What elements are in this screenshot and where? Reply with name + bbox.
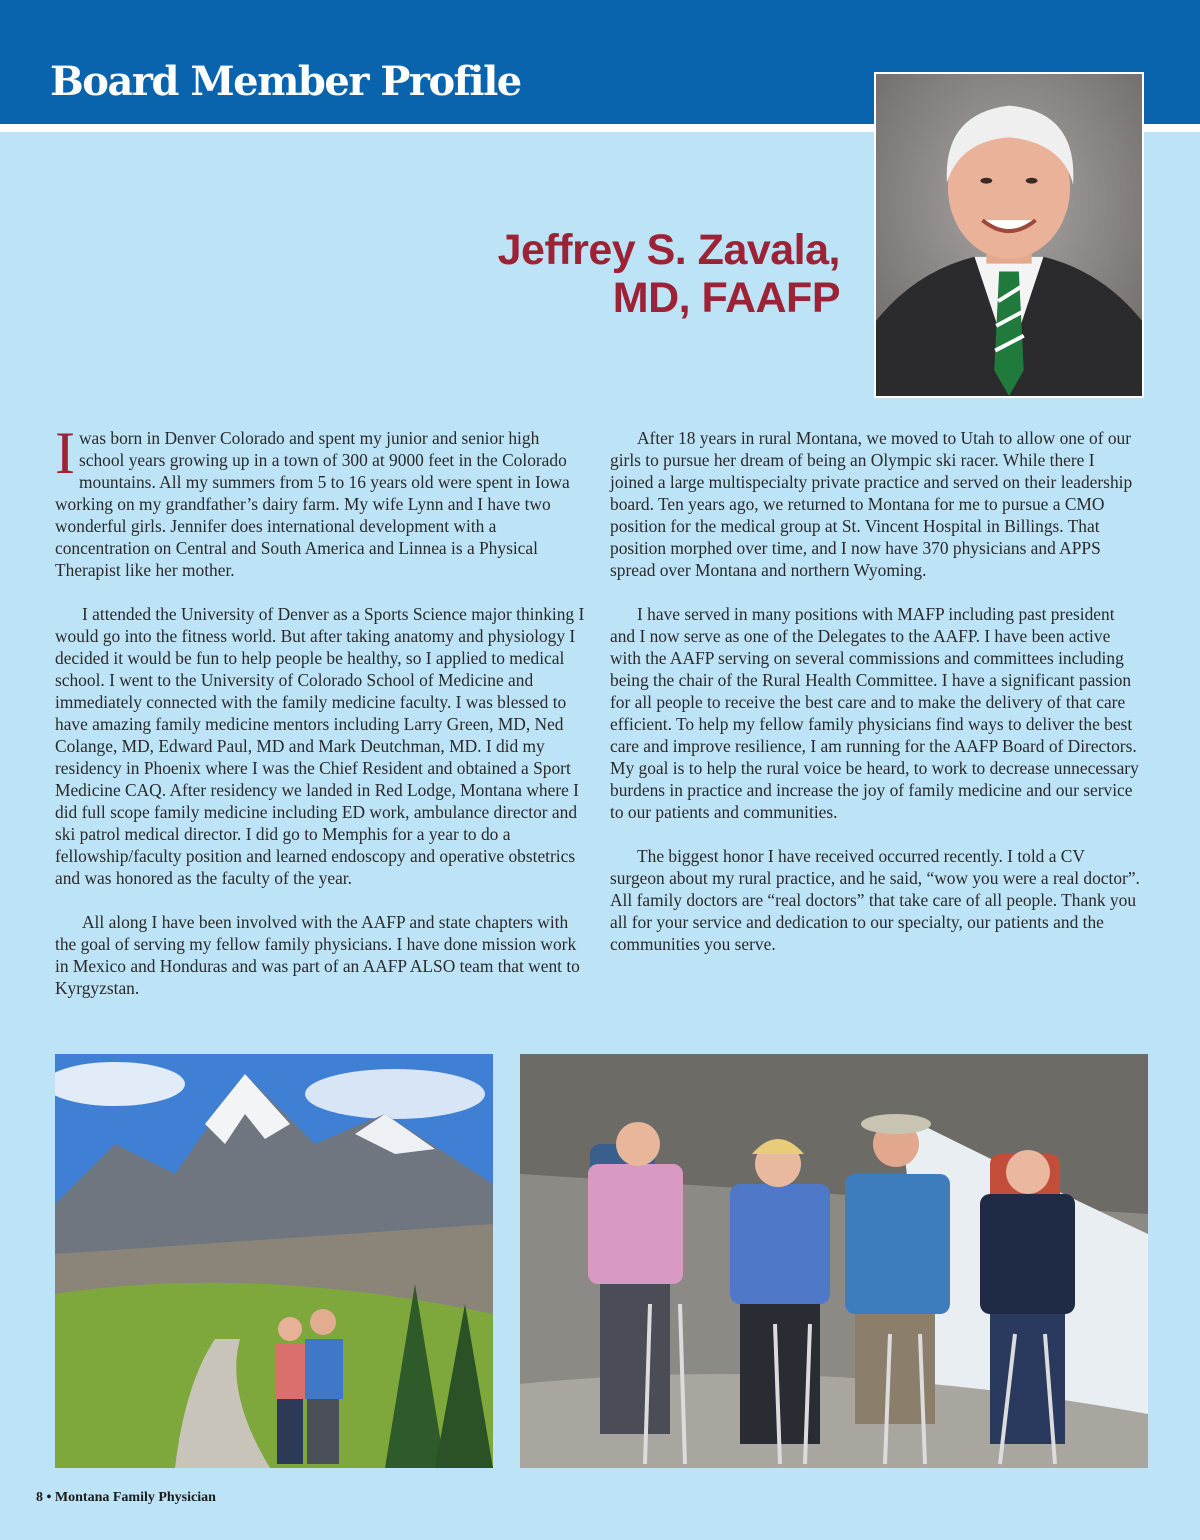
section-title: Board Member Profile xyxy=(50,58,521,105)
article-paragraph-text: was born in Denver Colorado and spent my junior and senior high school years growing up in a town of 300 at 9000 feet in the Colorado mountains. All my summers from 5 to 16 years old were spent in Iowa working on my grandfather’s dairy farm. My wife Lynn and I have two wonderful girls. Jennifer does international development with a concentration on Central and South America and Linnea is a Physical Therapist like her mother. xyxy=(55,428,570,580)
article-left-column xyxy=(55,420,585,1021)
hiking-family-photo xyxy=(520,1054,1148,1468)
profile-name-line1: Jeffrey S. Zavala, xyxy=(497,226,840,274)
drop-cap: I xyxy=(55,420,75,486)
article-paragraph: I attended the University of Denver as a Sports Science major thinking I would go into the fitness world. But after taking anatomy and physiology I decided it would be fun to help people be healthy, so I applied to medical school. I went to the University of Colorado School of Medicine and immediately connected with the family medicine faculty. I was blessed to have amazing family medicine mentors including Larry Green, MD, Ned Colange, MD, Edward Paul, MD and Mark Deutchman, MD. I did my residency in Phoenix where I was the Chief Resident and obtained a Sport Medicine CAQ. After residency we landed in Red Lodge, Montana where I did full scope family medicine including ED work, ambulance director and ski patrol medical director. I did go to Memphis for a year to do a fellowship/faculty position and learned endoscopy and operative obstetrics and was honored as the faculty of the year. xyxy=(55,604,585,888)
article-paragraph: After 18 years in rural Montana, we moved to Utah to allow one of our girls to pursue her dream of being an Olympic ski racer. While there I joined a large multispecialty private practice and served on their leadership board. Ten years ago, we returned to Montana for me to pursue a CMO position for the medical group at St. Vincent Hospital in Billings. That position morphed over time, and I now have 370 physicians and APPS spread over Montana and northern Wyoming. xyxy=(610,428,1133,580)
article-paragraph: The biggest honor I have received occurred recently. I told a CV surgeon about my rural practice, and he said, “wow you were a real doctor”. All family doctors are “real doctors” that take care of all people. Thank you all for your service and dedication to our specialty, our patients and the communities you serve. xyxy=(610,846,1140,954)
profile-name xyxy=(498,226,840,322)
article-paragraph: All along I have been involved with the AAFP and state chapters with the goal of serving my fellow family physicians. I have done mission work in Mexico and Honduras and was part of an AAFP ALSO team that went to Kyrgyzstan. xyxy=(55,912,580,998)
article-paragraph xyxy=(55,420,585,581)
article-right-column xyxy=(610,427,1140,977)
article-paragraph: I have served in many positions with MAFP including past president and I now serve as one of the Delegates to the AAFP. I have been active with the AAFP serving on several commissions and committees including being the chair of the Rural Health Committee. I have a significant passion for all people to receive the best care and to make the delivery of that care efficient. To help my fellow family physicians find ways to deliver the best care and improve resilience, I am running for the AAFP Board of Directors. My goal is to help the rural voice be heard, to work to decrease unnecessary burdens in practice and increase the joy of family medicine and our service to our patients and communities. xyxy=(610,604,1139,822)
footer-page-info: 8 • Montana Family Physician xyxy=(36,1490,216,1505)
mountain-couple-photo xyxy=(55,1054,493,1468)
profile-name-line2: MD, FAAFP xyxy=(612,274,840,322)
portrait-photo xyxy=(874,72,1144,398)
